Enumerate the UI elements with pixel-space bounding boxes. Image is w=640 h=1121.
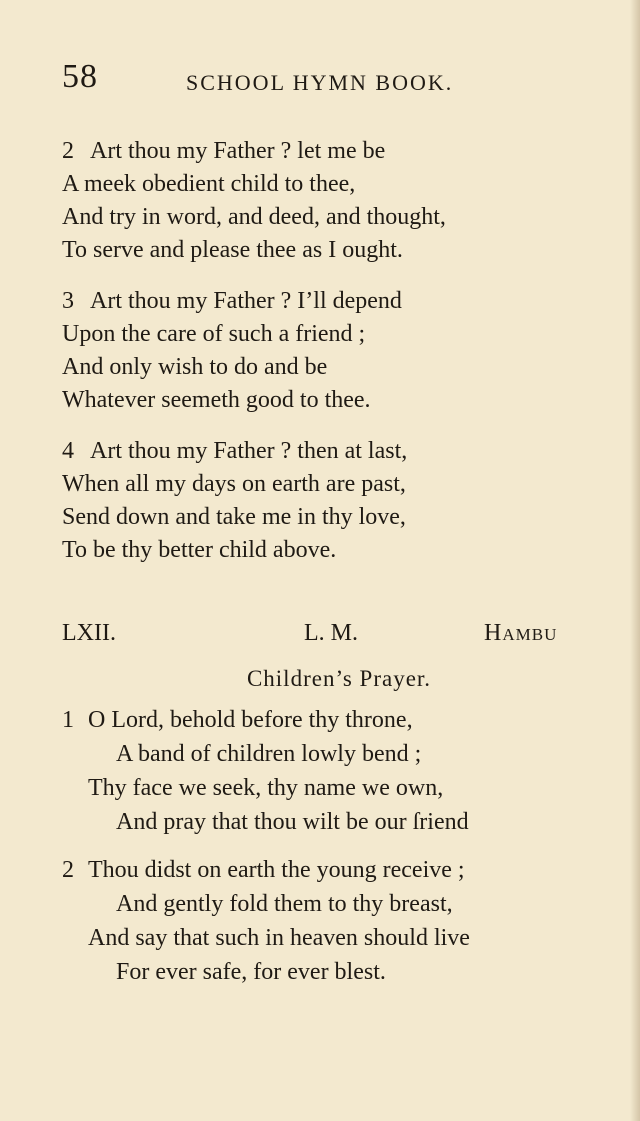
hymn-number: LXII. [62, 620, 116, 646]
verse-line [62, 853, 470, 887]
verse-line: And pray that thou wilt be our ſriend [116, 809, 469, 835]
stanza-number: 1 [62, 707, 74, 733]
verse-line [62, 703, 469, 737]
verse-line: And say that such in heaven should live [88, 925, 470, 951]
page-edge-shadow [630, 0, 640, 1121]
verse-text: Art thou my Father ? I’ll depend [90, 288, 402, 314]
verse-line: Thy face we seek, thy name we own, [88, 775, 444, 801]
verse-text: Art thou my Father ? let me be [90, 138, 386, 164]
verse-text: Thou didst on earth the young receive ; [88, 857, 465, 883]
stanza-number: 2 [62, 857, 74, 883]
stanza-3 [62, 285, 402, 417]
stanza-number: 4 [62, 438, 74, 464]
verse-line: Upon the care of such a friend ; [62, 321, 366, 347]
verse-line: To be thy better child above. [62, 537, 337, 563]
verse-line [62, 285, 402, 318]
verse-line [62, 435, 407, 468]
hymn-meter: L. M. [304, 620, 358, 646]
stanza-number: 2 [62, 138, 74, 164]
verse-line: For ever safe, for ever blest. [116, 959, 386, 985]
verse-line: And gently fold them to thy breast, [116, 891, 453, 917]
stanza-4 [62, 435, 407, 567]
verse-line: A band of children lowly bend ; [116, 741, 422, 767]
verse-line: And try in word, and deed, and thought, [62, 204, 446, 230]
running-head: SCHOOL HYMN BOOK. [186, 70, 454, 95]
verse-line: When all my days on earth are past, [62, 471, 406, 497]
hymn-stanza-1 [62, 703, 469, 839]
hymn-tune: Hambu [484, 620, 558, 646]
verse-line: Whatever seemeth good to thee. [62, 387, 371, 413]
hymn-title: Children’s Prayer. [246, 666, 432, 691]
page-header [62, 58, 600, 98]
page-number: 58 [62, 58, 98, 95]
verse-line [62, 135, 446, 168]
verse-line: Send down and take me in thy love, [62, 504, 406, 530]
verse-text: O Lord, behold before thy throne, [88, 707, 413, 733]
stanza-2 [62, 135, 446, 267]
verse-text: Art thou my Father ? then at last, [90, 438, 408, 464]
verse-line: To serve and please thee as I ought. [62, 237, 403, 263]
stanza-number: 3 [62, 288, 74, 314]
hymn-heading [62, 620, 582, 654]
verse-line: A meek obedient child to thee, [62, 171, 356, 197]
verse-line: And only wish to do and be [62, 354, 328, 380]
hymn-stanza-2 [62, 853, 470, 989]
